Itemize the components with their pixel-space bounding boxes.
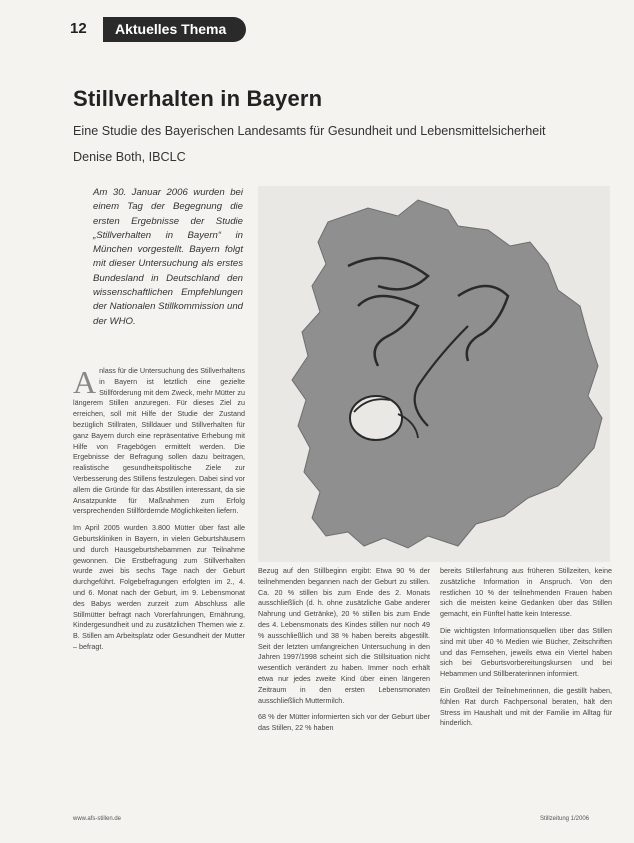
footer-left: www.afs-stillen.de [73,816,122,822]
article-subtitle: Eine Studie des Bayerischen Landesamts für Gesundheit und Lebensmittelsicherheit [73,124,546,138]
column-1-paragraph-1-text: nlass für die Untersuchung des Stillverhaltens in Bayern ist letztlich eine gezielte Stillförderung mit dem Zweck, mehr Mütter zu längerem Stillen anzuregen. Für dieses Ziel zu erreichen, soll mit Hilfe der Studie der Zustand bezüglich Stillraten, Stilldauer und Stillverhalten für ganz Bayern durch eine repräsentative Erhebung mit Hilfe von Fragebögen ermittelt werden. Die Ergebnisse der Befragung sollen dazu beitragen, realistische gesundheitspolitische Ziele zur Verbesserung des Stillens festzulegen. Dabei sind vor allem die Gründe für das Abstillen interessant, da sie Ansatzpunkte für Maßnahmen zum Erfolg versprechenden Stillfördernde Möglichkeiten liefern. [73,366,245,516]
column-2-paragraph-1: Bezug auf den Stillbeginn ergibt: Etwa 90 % der teilnehmenden begannen nach der Geburt zu stillen. Ca. 20 % stillen bis zum Ende des 2. Monats ausschließlich (d. h. ohne zusätzliche Gabe anderer Nahrung und Getränke), 20 % stillen bis zum Ende des 4. Lebensmonats des Kindes stillen nur noch 49 % ausschließlich und 38 % haben bereits abgestillt. Seit der letzten umfangreichen Untersuchung in den Jahren 1997/1998 scheint sich die Stillsituation nicht wesentlich verändert zu haben. Immer noch erhält etwa nur jedes zweite Kind über einen längeren Zeitraum in den ersten Lebensmonaten ausschließlich Muttermilch. [258,566,430,705]
column-3 [440,566,612,735]
article-author: Denise Both, IBCLC [73,150,186,164]
lead-paragraph: Am 30. Januar 2006 wurden bei einem Tag der Begegnung die ersten Ergebnisse der Studie „Stillverhalten in Bayern“ in München vorgestellt. Bayern folgt mit dieser Untersuchung als erstes Bundesland in Deutschland den wissenschaftlichen Empfehlungen der Nationalen Stillkommission und der WHO. [93,187,243,327]
page-number: 12 [70,20,87,37]
column-3-paragraph-2: Die wichtigsten Informationsquellen über das Stillen sind mit über 40 % Medien wie Bücher, Zeitschriften und das Fernsehen, jeweils etwa ein Viertel haben sich bei Geburtsvorbereitungskursen und bei Hebammen und Stillberaterinnen informiert. [440,625,612,679]
column-1 [73,366,245,659]
column-2-paragraph-2: 68 % der Mütter informierten sich vor der Geburt über das Stillen, 22 % haben [258,712,430,733]
column-2 [258,566,430,740]
column-1-paragraph-1 [73,366,245,517]
drop-cap: A [73,364,97,400]
column-3-paragraph-3: Ein Großteil der Teilnehmerinnen, die gestillt haben, fühlen Rat durch Fachpersonal beraten, hält den Stress im Haushalt und mit der Familie im Alltag für hinderlich. [440,685,612,728]
illustration-bavaria-map [258,186,610,562]
column-3-paragraph-1: bereits Stillerfahrung aus früheren Stillzeiten, keine zusätzliche Information in Anspruch. Von den restlichen 10 % der teilnehmenden Frauen haben sich die meisten keine Gedanken über das Stillen gemacht, ein Fünftel hatte kein Interesse. [440,566,612,619]
article-title: Stillverhalten in Bayern [73,86,323,111]
section-badge: Aktuelles Thema [103,17,246,42]
footer-right: Stillzeitung 1/2006 [540,816,590,822]
column-1-paragraph-2: Im April 2005 wurden 3.800 Mütter über fast alle Geburtskliniken in Bayern, in vielen Geburtshäusern und durch Hausgeburtshebammen zur Teilnahme gewonnen. Die Erstbefragung zum Stillverhalten wurde zwei bis sechs Tage nach der Geburt durchgeführt. Folgebefragungen erfolgten im 2., 4. und 6. Monat nach der Geburt, im 9. Lebensmonat des Babys werden zurzeit zum Abschluss alle Stillmütter befragt nach Vorerfahrungen, Ernährung, Kindergesundheit und zu zusätzlichen Themen wie z. B. Stillen am Arbeitsplatz oder Gesundheit der Mutter – befragt. [73,523,245,651]
